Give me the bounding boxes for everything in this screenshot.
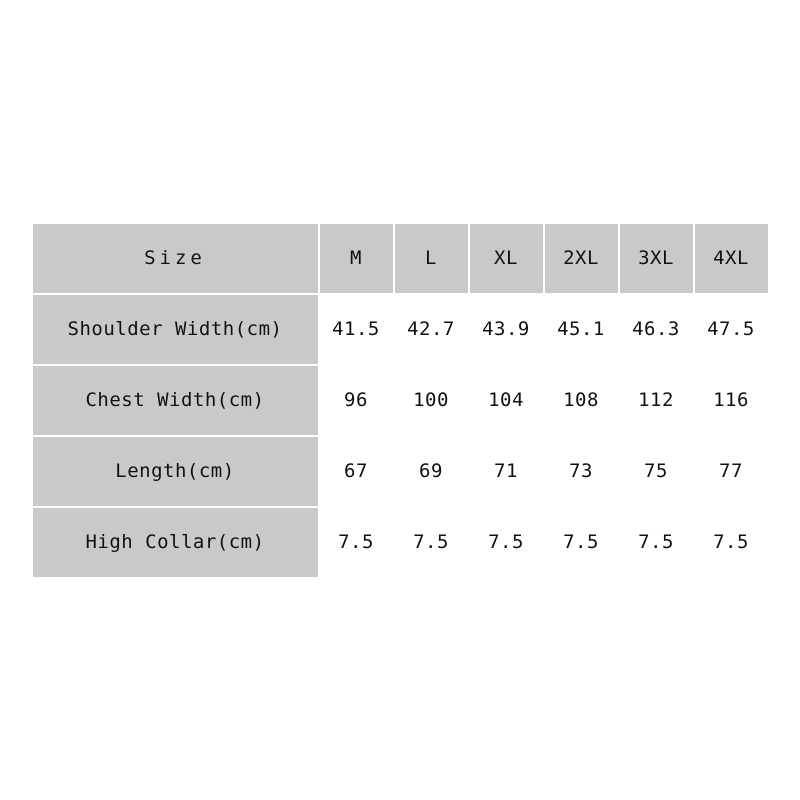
cell-chest-width-3xl: 112 — [619, 365, 694, 436]
column-header-l: L — [394, 223, 469, 294]
table-row — [32, 365, 769, 436]
cell-chest-width-4xl: 116 — [694, 365, 769, 436]
cell-chest-width-l: 100 — [394, 365, 469, 436]
cell-shoulder-width-l: 42.7 — [394, 294, 469, 365]
size-chart-table — [31, 222, 770, 579]
cell-chest-width-m: 96 — [319, 365, 394, 436]
column-header-3xl: 3XL — [619, 223, 694, 294]
row-label-header: Size — [32, 223, 319, 294]
column-header-xl: XL — [469, 223, 544, 294]
column-header-2xl: 2XL — [544, 223, 619, 294]
cell-length-2xl: 73 — [544, 436, 619, 507]
column-header-4xl: 4XL — [694, 223, 769, 294]
row-label-high-collar: High Collar(cm) — [32, 507, 319, 578]
table-header-row — [32, 223, 769, 294]
cell-chest-width-2xl: 108 — [544, 365, 619, 436]
cell-shoulder-width-3xl: 46.3 — [619, 294, 694, 365]
cell-length-m: 67 — [319, 436, 394, 507]
table-body — [32, 223, 769, 578]
cell-chest-width-xl: 104 — [469, 365, 544, 436]
table-row — [32, 294, 769, 365]
row-label-chest-width: Chest Width(cm) — [32, 365, 319, 436]
table-row — [32, 507, 769, 578]
cell-shoulder-width-m: 41.5 — [319, 294, 394, 365]
cell-high-collar-4xl: 7.5 — [694, 507, 769, 578]
cell-length-l: 69 — [394, 436, 469, 507]
cell-length-3xl: 75 — [619, 436, 694, 507]
cell-shoulder-width-2xl: 45.1 — [544, 294, 619, 365]
cell-high-collar-3xl: 7.5 — [619, 507, 694, 578]
row-label-shoulder-width: Shoulder Width(cm) — [32, 294, 319, 365]
cell-length-xl: 71 — [469, 436, 544, 507]
cell-shoulder-width-4xl: 47.5 — [694, 294, 769, 365]
table-row — [32, 436, 769, 507]
cell-high-collar-l: 7.5 — [394, 507, 469, 578]
cell-length-4xl: 77 — [694, 436, 769, 507]
cell-high-collar-2xl: 7.5 — [544, 507, 619, 578]
column-header-m: M — [319, 223, 394, 294]
cell-high-collar-xl: 7.5 — [469, 507, 544, 578]
cell-shoulder-width-xl: 43.9 — [469, 294, 544, 365]
row-label-length: Length(cm) — [32, 436, 319, 507]
cell-high-collar-m: 7.5 — [319, 507, 394, 578]
